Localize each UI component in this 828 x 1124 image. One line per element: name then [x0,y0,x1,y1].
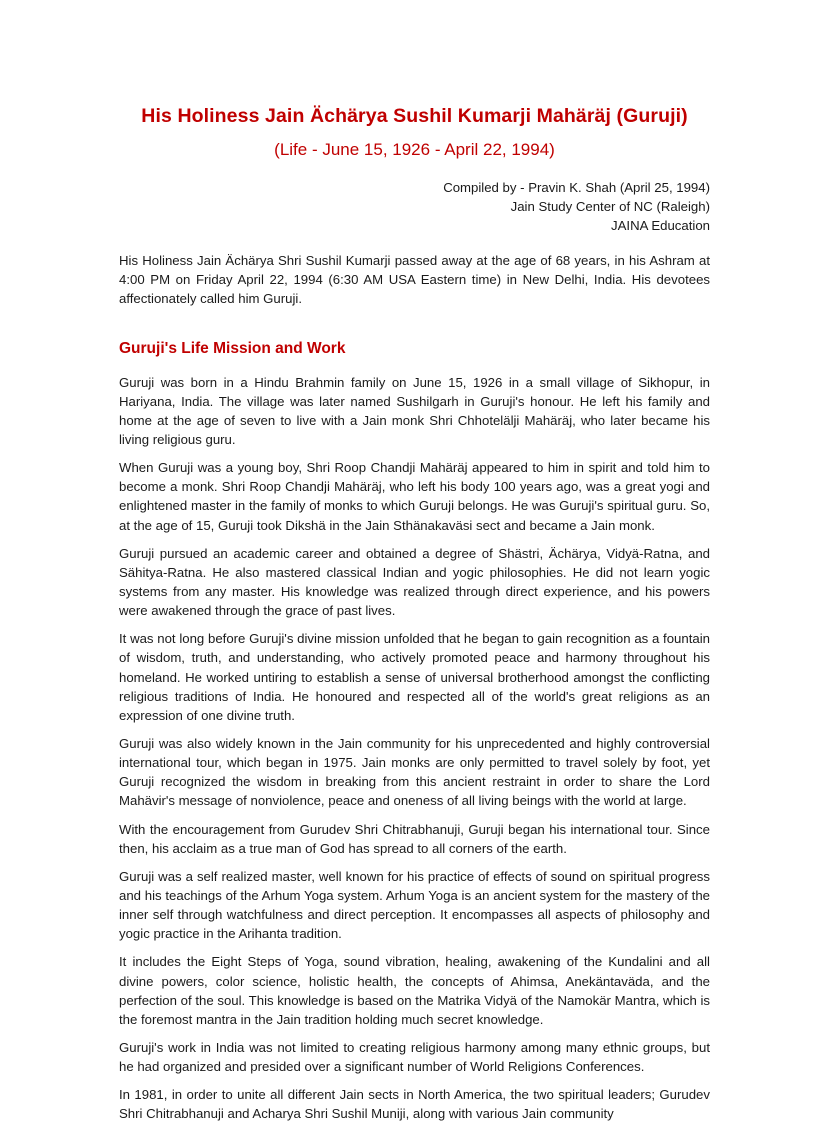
body-paragraph: Guruji was a self realized master, well known for his practice of effects of sound on spiritual progress and his teachings of the Arhum Yoga system. Arhum Yoga is an ancient system for the mastery of the inner self through watchfulness and direct perception. It encompasses all aspects of philosophy and yogic practice in the Arihanta tradition. [119,868,710,942]
body-paragraph: Guruji pursued an academic career and obtained a degree of Shästri, Ächärya, Vidyä-Ratna, and Sähitya-Ratna. He also mastered classical Indian and yogic philosophies. He did not learn yogic systems from any master. His knowledge was realized through direct experience, and his powers were awakened through the grace of past lives. [119,545,710,619]
body-paragraph: When Guruji was a young boy, Shri Roop Chandji Mahäräj appeared to him in spirit and told him to become a monk. Shri Roop Chandji Mahäräj, who left his body 100 years ago, was a great yogi and enlightened master in the family of monks to which Guruji belongs. He was Guruji's spiritual guru. So, at the age of 15, Guruji took Dikshä in the Jain Sthänakaväsi sect and became a Jain monk. [119,460,710,533]
byline-line-compiler: Compiled by - Pravin K. Shah (April 25, 1994) [443,179,710,195]
page-subtitle: (Life - June 15, 1926 - April 22, 1994) [274,140,555,160]
intro-paragraph: His Holiness Jain Ächärya Shri Sushil Kumarji passed away at the age of 68 years, in his Ashram at 4:00 PM on Friday April 22, 1994 (6:30 AM USA Eastern time) in New Delhi, India. His devotees affectionately called him Guruji. [119,253,710,307]
byline-line-publisher: JAINA Education [611,217,710,233]
byline [119,161,710,235]
body-paragraph: Guruji was also widely known in the Jain community for his unprecedented and highly controversial international tour, which began in 1975. Jain monks are only permitted to travel solely by foot, yet Guruji recognized the wisdom in breaking from this ancient restraint in order to share the Lord Mahävir's message of nonviolence, peace and oneness of all living beings with the world at large. [119,736,710,809]
byline-line-organization: Jain Study Center of NC (Raleigh) [510,198,710,214]
body-paragraph: It was not long before Guruji's divine mission unfolded that he began to gain recognition as a fountain of wisdom, truth, and understanding, who actively promoted peace and harmony throughout his homeland. He worked untiring to establish a sense of universal brotherhood amongst the conflicting religious traditions of India. He honoured and respected all of the world's great religions as an expression of one divine truth. [119,631,710,723]
body-paragraph: Guruji was born in a Hindu Brahmin family on June 15, 1926 in a small village of Sikhopur, in Hariyana, India. The village was later named Sushilgarh in Guruji's honour. He left his family and home at the age of seven to live with a Jain monk Shri Chhotelälji Mahäräj, who later became his living religious guru. [119,374,710,448]
page-title: His Holiness Jain Ächärya Sushil Kumarji Mahäräj (Guruji) [141,105,688,127]
body-paragraph: In 1981, in order to unite all different Jain sects in North America, the two spiritual leaders; Gurudev Shri Chitrabhanuji and Acharya Shri Sushil Muniji, along with various Jain community [119,1087,710,1122]
section-heading: Guruji's Life Mission and Work [119,340,346,358]
document-content [119,0,710,1124]
body-paragraph: Guruji's work in India was not limited to creating religious harmony among many ethnic groups, but he had organized and presided over a significant number of World Religions Conferences. [119,1039,710,1075]
body-paragraph: With the encouragement from Gurudev Shri Chitrabhanuji, Guruji began his international tour. Since then, his acclaim as a true man of God has spread to all corners of the earth. [119,821,710,856]
body-paragraph: It includes the Eight Steps of Yoga, sound vibration, healing, awakening of the Kundalini and all divine powers, color science, holistic health, the concepts of Ahimsa, Anekäntaväda, and the perfection of the soul. This knowledge is based on the Matrika Vidyä of the Namokär Mantra, which is the foremost mantra in the Jain tradition holding much secret knowledge. [119,954,710,1027]
